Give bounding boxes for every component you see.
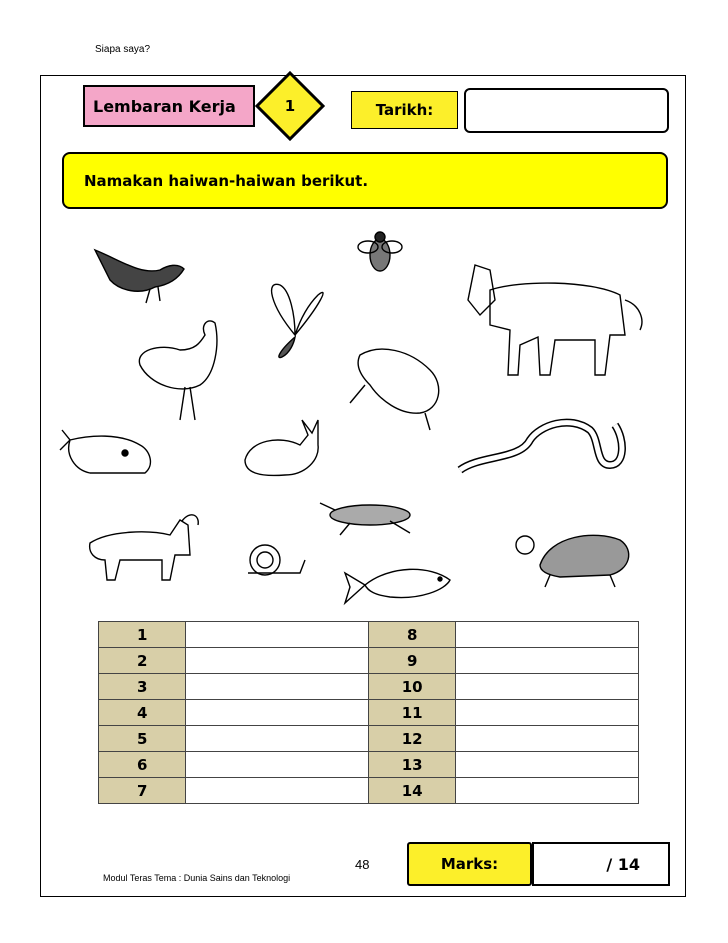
instruction-banner: Namakan haiwan-haiwan berikut. — [62, 152, 668, 209]
butterfly-icon — [272, 284, 323, 357]
date-field[interactable] — [464, 88, 669, 133]
answer-field[interactable] — [456, 752, 639, 778]
page-number: 48 — [355, 857, 370, 872]
goat-icon — [90, 515, 199, 580]
answer-field[interactable] — [186, 700, 369, 726]
answer-number: 8 — [368, 622, 455, 648]
answer-field[interactable] — [456, 778, 639, 804]
answer-field[interactable] — [456, 648, 639, 674]
snail-icon — [248, 545, 305, 575]
answer-number: 13 — [368, 752, 455, 778]
answer-field[interactable] — [456, 622, 639, 648]
tortoise-icon — [516, 535, 629, 587]
table-row — [99, 622, 639, 648]
answer-table — [98, 621, 639, 804]
answer-number: 5 — [99, 726, 186, 752]
answer-number: 6 — [99, 752, 186, 778]
cow-icon — [468, 265, 642, 375]
answer-number: 12 — [368, 726, 455, 752]
module-footer: Modul Teras Tema : Dunia Sains dan Teknologi — [103, 873, 291, 883]
table-row — [99, 778, 639, 804]
table-row — [99, 726, 639, 752]
table-row — [99, 700, 639, 726]
fish-icon — [345, 569, 450, 603]
answer-number: 7 — [99, 778, 186, 804]
answer-field[interactable] — [186, 622, 369, 648]
worksheet-number: 1 — [284, 97, 296, 115]
table-row — [99, 674, 639, 700]
answer-number: 4 — [99, 700, 186, 726]
answer-number: 2 — [99, 648, 186, 674]
bird-icon — [95, 250, 184, 303]
date-label: Tarikh: — [351, 91, 458, 129]
answer-number: 14 — [368, 778, 455, 804]
answer-number: 11 — [368, 700, 455, 726]
worksheet-number-badge — [255, 71, 325, 141]
answer-field[interactable] — [186, 674, 369, 700]
worksheet-title: Lembaran Kerja — [83, 85, 255, 127]
page-header: Siapa saya? — [95, 44, 151, 55]
score-field[interactable]: / 14 — [532, 842, 670, 886]
answer-field[interactable] — [186, 726, 369, 752]
answer-field[interactable] — [456, 700, 639, 726]
fly-icon — [358, 232, 402, 271]
table-row — [99, 648, 639, 674]
answer-field[interactable] — [186, 752, 369, 778]
hen-icon — [139, 321, 217, 420]
answer-number: 9 — [368, 648, 455, 674]
answer-field[interactable] — [186, 778, 369, 804]
marks-label: Marks: — [407, 842, 532, 886]
answer-field[interactable] — [456, 726, 639, 752]
animal-pictures — [50, 225, 670, 620]
answer-field[interactable] — [456, 674, 639, 700]
snake-icon — [460, 423, 622, 470]
grasshopper-icon — [320, 503, 410, 535]
answer-number: 1 — [99, 622, 186, 648]
frog-icon — [350, 349, 439, 430]
answer-number: 3 — [99, 674, 186, 700]
answer-number: 10 — [368, 674, 455, 700]
cat-icon — [60, 430, 150, 473]
table-row — [99, 752, 639, 778]
rabbit-icon — [245, 420, 318, 475]
answer-field[interactable] — [186, 648, 369, 674]
